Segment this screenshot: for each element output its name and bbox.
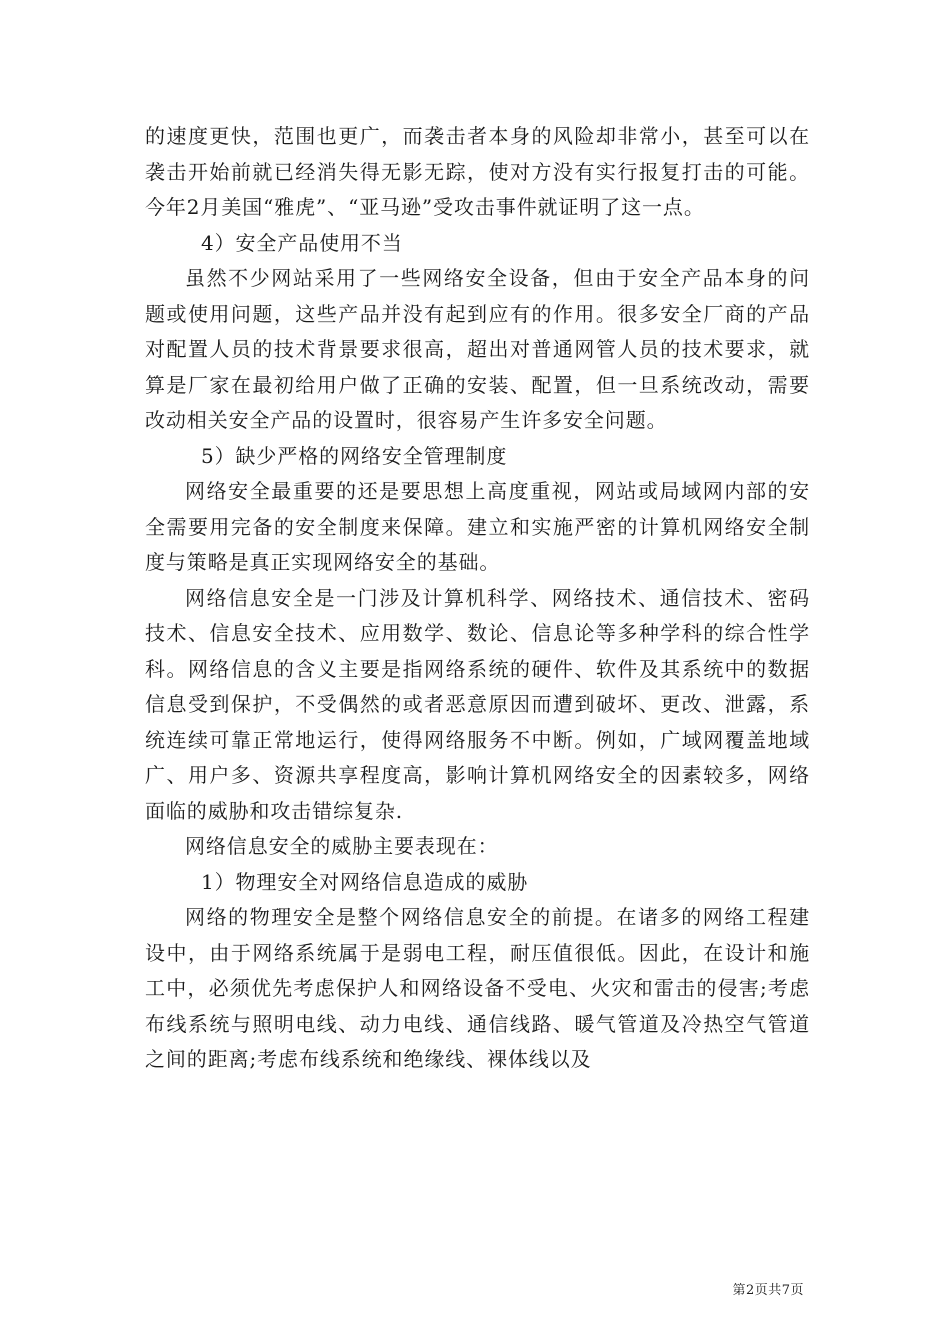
section-heading-4: 4）安全产品使用不当 xyxy=(201,230,403,255)
page-number: 第2页共7页 xyxy=(732,1283,804,1298)
paragraph-threats-intro: 网络信息安全的威胁主要表现在： xyxy=(185,834,499,858)
document-body xyxy=(145,119,810,1078)
section-heading-1: 1）物理安全对网络信息造成的威胁 xyxy=(201,869,529,894)
paragraph-security-products: 虽然不少网站采用了一些网络安全设备，但由于安全产品本身的问题或使用问题，这些产品并没有起到应有的作用。很多安全厂商的产品对配置人员的技术背景要求很高，超出对普通网管人员的技术要求，就算是厂家在最初给用户做了正确的安装、配置，但一旦系统改动，需要改动相关安全产品的设置时，很容易产生许多安全问题。 xyxy=(145,266,810,432)
paragraph-continued: 的速度更快，范围也更广，而袭击者本身的风险却非常小，甚至可以在袭击开始前就已经消失得无影无踪，使对方没有实行报复打击的可能。今年2月美国“雅虎”、“亚马逊”受攻击事件就证明了这一点。 xyxy=(145,124,810,219)
paragraph-physical-security: 网络的物理安全是整个网络信息安全的前提。在诸多的网络工程建设中，由于网络系统属于是弱电工程，耐压值很低。因此，在设计和施工中，必须优先考虑保护人和网络设备不受电、火灾和雷击的侵害;考虑布线系统与照明电线、动力电线、通信线路、暖气管道及冷热空气管道之间的距离;考虑布线系统和绝缘线、裸体线以及 xyxy=(145,905,810,1071)
section-heading-5: 5）缺少严格的网络安全管理制度 xyxy=(201,443,508,468)
paragraph-management: 网络安全最重要的还是要思想上高度重视，网站或局域网内部的安全需要用完备的安全制度来保障。建立和实施严密的计算机网络安全制度与策略是真正实现网络安全的基础。 xyxy=(145,479,810,574)
paragraph-definition: 网络信息安全是一门涉及计算机科学、网络技术、通信技术、密码技术、信息安全技术、应用数学、数论、信息论等多种学科的综合性学科。网络信息的含义主要是指网络系统的硬件、软件及其系统中的数据信息受到保护，不受偶然的或者恶意原因而遭到破坏、更改、泄露，系统连续可靠正常地运行，使得网络服务不中断。例如，广域网覆盖地域广、用户多、资源共享程度高，影响计算机网络安全的因素较多，网络面临的威胁和攻击错综复杂. xyxy=(145,585,810,823)
